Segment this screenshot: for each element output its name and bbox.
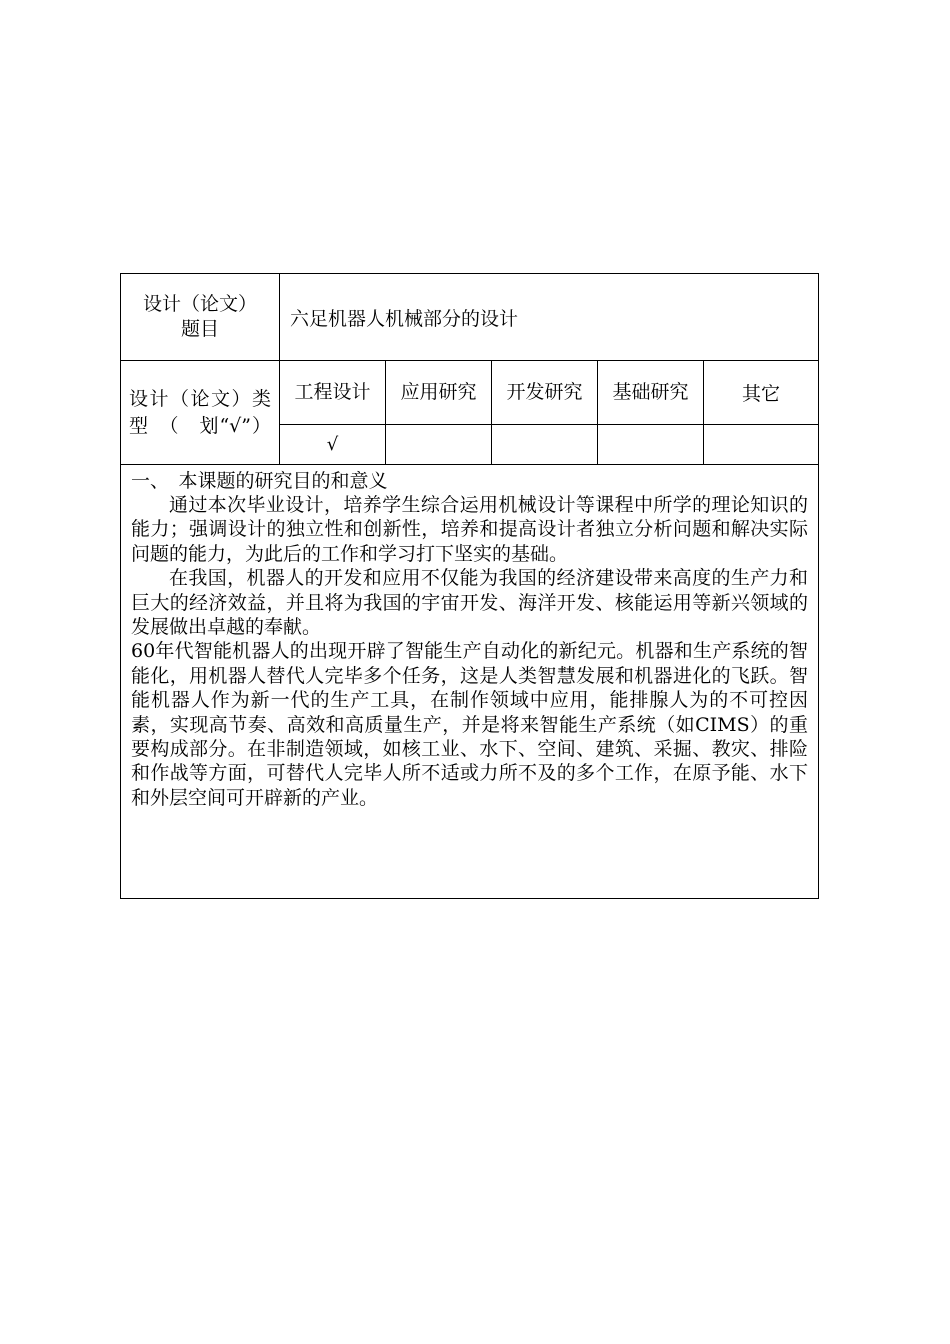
type-header-engineering	[280, 361, 386, 425]
type-other-label: 其它	[741, 383, 780, 405]
proposal-form-table	[120, 273, 819, 899]
paragraph-3: 60年代智能机器人的出现开辟了智能生产自动化的新纪元。机器和生产系统的智能化，用机器人替代人完毕多个任务，这是人类智慧发展和机器进化的飞跃。智能机器人作为新一代的生产工具，在制作领域中应用，能排腺人为的不可控因素，实现高节奏、高效和高质量生产，并是将来智能生产系统（如CIMS）的重要构成部分。在非制造领域，如核工业、水下、空间、建筑、采掘、教灾、排险和作战等方面，可替代人完毕人所不适或力所不及的多个工作，在原予能、水下和外层空间可开辟新的产业。	[131, 640, 808, 809]
mark-basic	[598, 425, 704, 465]
check-mark: √	[326, 434, 339, 455]
type-header-development	[492, 361, 598, 425]
mark-development	[492, 425, 598, 465]
topic-label-cell	[121, 274, 280, 361]
type-header-basic	[598, 361, 704, 425]
type-applied-label: 应用研究	[400, 381, 477, 403]
topic-title-cell	[280, 274, 818, 361]
section-heading: 一、 本课题的研究目的和意义	[131, 470, 388, 492]
mark-engineering	[280, 425, 386, 465]
research-purpose-section	[121, 465, 818, 898]
type-header-other	[704, 361, 818, 425]
mark-other	[704, 425, 818, 465]
mark-applied	[386, 425, 492, 465]
type-label-cell	[121, 361, 291, 465]
type-engineering-label: 工程设计	[294, 381, 371, 403]
type-label: 设计（论文）类 型 （ 划“√”）	[129, 387, 291, 437]
type-development-label: 开发研究	[506, 381, 583, 403]
topic-title: 六足机器人机械部分的设计	[290, 307, 519, 330]
topic-label: 设计（论文）题目	[142, 293, 257, 340]
paragraph-2: 在我国，机器人的开发和应用不仅能为我国的经济建设带来高度的生产力和巨大的经济效益，并且将为我国的宇宙开发、海洋开发、核能运用等新兴领域的发展做出卓越的奉献。	[131, 567, 808, 639]
type-header-applied	[386, 361, 492, 425]
paragraph-1: 通过本次毕业设计，培养学生综合运用机械设计等课程中所学的理论知识的能力；强调设计的独立性和创新性，培养和提高设计者独立分析问题和解决实际问题的能力，为此后的工作和学习打下坚实的基础。	[131, 494, 808, 565]
type-basic-label: 基础研究	[612, 381, 689, 403]
